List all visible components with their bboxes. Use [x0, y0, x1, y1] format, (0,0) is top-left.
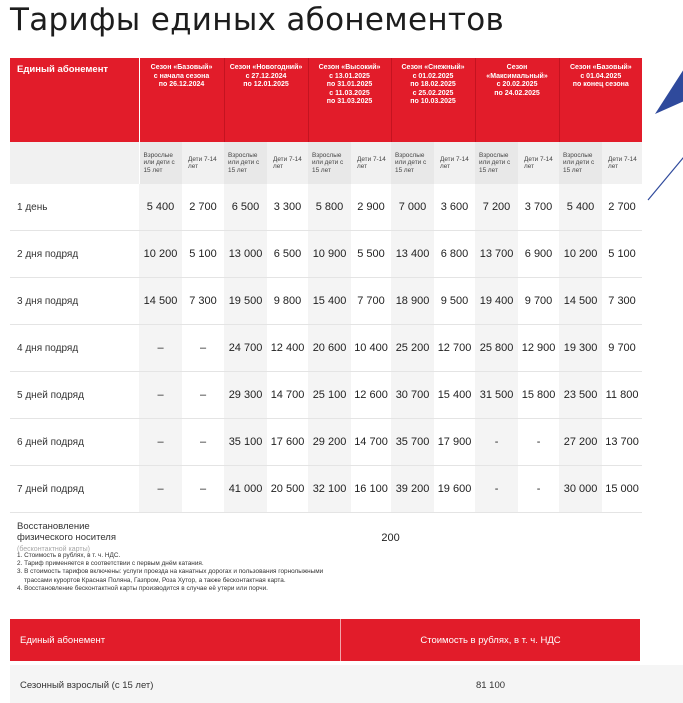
- price-cell: 13 700: [602, 419, 642, 466]
- subheader-adult: Взрослые или дети с 15 лет: [139, 142, 182, 184]
- price-cell: 14 500: [139, 278, 182, 325]
- price-cell: 12 900: [518, 325, 559, 372]
- season-pass-col-price: Стоимость в рублях, в т. ч. НДС: [420, 635, 561, 646]
- season-pass-col-label: Единый абонемент: [20, 635, 106, 646]
- price-cell: 25 200: [391, 325, 434, 372]
- price-cell: –: [139, 325, 182, 372]
- footnote: 1. Стоимость в рублях, в т. ч. НДС.: [17, 552, 121, 559]
- price-cell: 2 700: [602, 184, 642, 231]
- price-cell: 25 800: [475, 325, 518, 372]
- season-pass-row: [10, 665, 683, 703]
- price-cell: –: [182, 419, 224, 466]
- price-cell: 5 400: [559, 184, 602, 231]
- footnote: 4. Восстановление бесконтактной карты производится в случае её утери или порчи.: [17, 584, 268, 592]
- price-cell: 15 000: [602, 466, 642, 513]
- row-label: 7 дней подряд: [10, 466, 139, 513]
- price-cell: 7 200: [475, 184, 518, 231]
- price-cell: 10 900: [308, 231, 351, 278]
- price-cell: 29 200: [308, 419, 351, 466]
- subheader-child: Дети 7-14 лет: [267, 142, 308, 184]
- footnote: трассами курортов Красная Поляна, Газпром, Роза Хутор, а также бесконтактная карта.: [24, 576, 286, 584]
- decorative-stripe-icon: [651, 58, 683, 114]
- table-row: [10, 184, 642, 231]
- price-cell: –: [182, 325, 224, 372]
- price-cell: 23 500: [559, 372, 602, 419]
- price-cell: 3 600: [434, 184, 475, 231]
- price-cell: 19 600: [434, 466, 475, 513]
- price-cell: 19 400: [475, 278, 518, 325]
- price-cell: 20 500: [267, 466, 308, 513]
- price-cell: 12 600: [351, 372, 391, 419]
- price-cell: 16 100: [351, 466, 391, 513]
- price-cell: 41 000: [224, 466, 267, 513]
- price-cell: 27 200: [559, 419, 602, 466]
- subheader-spacer: [10, 142, 139, 184]
- price-cell: 17 600: [267, 419, 308, 466]
- price-cell: 5 800: [308, 184, 351, 231]
- price-cell: -: [518, 466, 559, 513]
- row-label: 1 день: [10, 184, 139, 231]
- subheader-adult: Взрослые или дети с 15 лет: [559, 142, 602, 184]
- row-label: 4 дня подряд: [10, 325, 139, 372]
- price-cell: 5 500: [351, 231, 391, 278]
- price-cell: 17 900: [434, 419, 475, 466]
- decorative-line-icon: [640, 150, 683, 210]
- price-cell: 13 700: [475, 231, 518, 278]
- table-row: [10, 466, 642, 513]
- subheader-adult: Взрослые или дети с 15 лет: [308, 142, 351, 184]
- row-label: 3 дня подряд: [10, 278, 139, 325]
- price-cell: –: [139, 466, 182, 513]
- subheader-adult: Взрослые или дети с 15 лет: [224, 142, 267, 184]
- season-header: Сезон «Высокий» с 13.01.2025 по 31.01.2025 с 11.03.2025 по 31.03.2025: [308, 58, 391, 142]
- price-cell: 19 500: [224, 278, 267, 325]
- price-cell: –: [139, 372, 182, 419]
- restore-label: Восстановление физического носителя (бесконтактной карты): [17, 521, 116, 553]
- season-pass-label: Сезонный взрослый (с 15 лет): [20, 680, 154, 691]
- row-label: 6 дней подряд: [10, 419, 139, 466]
- price-cell: 39 200: [391, 466, 434, 513]
- price-cell: 9 700: [518, 278, 559, 325]
- price-cell: 6 500: [267, 231, 308, 278]
- price-cell: 10 200: [559, 231, 602, 278]
- subheader-child: Дети 7-14 лет: [182, 142, 224, 184]
- season-pass-price: 81 100: [475, 680, 506, 691]
- price-cell: 35 100: [224, 419, 267, 466]
- row-label: 2 дня подряд: [10, 231, 139, 278]
- price-cell: 12 700: [434, 325, 475, 372]
- price-cell: 25 100: [308, 372, 351, 419]
- price-cell: 19 300: [559, 325, 602, 372]
- price-cell: 5 100: [182, 231, 224, 278]
- table-row: [10, 419, 642, 466]
- price-cell: 9 500: [434, 278, 475, 325]
- footnote: 3. В стоимость тарифов включены: услуги проезда на канатных дорогах и пользования горнолыжными: [17, 568, 324, 576]
- price-cell: -: [475, 419, 518, 466]
- season-pass-header: [10, 619, 640, 661]
- price-cell: 32 100: [308, 466, 351, 513]
- price-cell: 6 500: [224, 184, 267, 231]
- price-cell: 12 400: [267, 325, 308, 372]
- price-cell: 13 400: [391, 231, 434, 278]
- price-cell: 2 900: [351, 184, 391, 231]
- table-header-label: Единый абонемент: [10, 58, 139, 142]
- price-cell: 20 600: [308, 325, 351, 372]
- table-row: [10, 278, 642, 325]
- price-cell: 24 700: [224, 325, 267, 372]
- price-cell: –: [182, 466, 224, 513]
- price-cell: -: [518, 419, 559, 466]
- season-header: Сезон «Новогодний» с 27.12.2024 по 12.01.2025: [224, 58, 308, 142]
- price-cell: 5 400: [139, 184, 182, 231]
- price-cell: 7 000: [391, 184, 434, 231]
- price-cell: 18 900: [391, 278, 434, 325]
- tariff-table: [10, 58, 642, 563]
- table-row: [10, 325, 642, 372]
- price-cell: 7 700: [351, 278, 391, 325]
- price-cell: -: [475, 466, 518, 513]
- subheader-adult: Взрослые или дети с 15 лет: [391, 142, 434, 184]
- price-cell: 10 200: [139, 231, 182, 278]
- price-cell: 3 300: [267, 184, 308, 231]
- price-cell: 9 700: [602, 325, 642, 372]
- subheader-child: Дети 7-14 лет: [518, 142, 559, 184]
- price-cell: 14 700: [267, 372, 308, 419]
- price-cell: 6 800: [434, 231, 475, 278]
- subheader-child: Дети 7-14 лет: [351, 142, 391, 184]
- price-cell: 30 000: [559, 466, 602, 513]
- footnote: 2. Тариф применяется в соответствии с первым днём катания.: [17, 560, 204, 568]
- subheader-child: Дети 7-14 лет: [602, 142, 642, 184]
- page-title: Тарифы единых абонементов: [10, 2, 505, 38]
- price-cell: –: [139, 419, 182, 466]
- season-header: Сезон «Базовый» с начала сезона по 26.12.2024: [139, 58, 224, 142]
- price-cell: 10 400: [351, 325, 391, 372]
- price-cell: 5 100: [602, 231, 642, 278]
- price-cell: 7 300: [602, 278, 642, 325]
- subheader-child: Дети 7-14 лет: [434, 142, 475, 184]
- season-header: Сезон «Снежный» с 01.02.2025 по 18.02.2025 с 25.02.2025 по 10.03.2025: [391, 58, 475, 142]
- restore-price: 200: [381, 532, 400, 544]
- price-cell: 13 000: [224, 231, 267, 278]
- price-cell: 15 400: [308, 278, 351, 325]
- price-cell: 35 700: [391, 419, 434, 466]
- season-header: Сезон «Базовый» с 01.04.2025 по конец сезона: [559, 58, 642, 142]
- price-cell: –: [182, 372, 224, 419]
- price-cell: 7 300: [182, 278, 224, 325]
- price-cell: 31 500: [475, 372, 518, 419]
- price-cell: 3 700: [518, 184, 559, 231]
- table-row: [10, 372, 642, 419]
- subheader-adult: Взрослые или дети с 15 лет: [475, 142, 518, 184]
- price-cell: 6 900: [518, 231, 559, 278]
- price-cell: 30 700: [391, 372, 434, 419]
- price-cell: 29 300: [224, 372, 267, 419]
- price-cell: 14 500: [559, 278, 602, 325]
- row-label: 5 дней подряд: [10, 372, 139, 419]
- price-cell: 9 800: [267, 278, 308, 325]
- price-cell: 14 700: [351, 419, 391, 466]
- footnotes: [17, 552, 637, 593]
- price-cell: 11 800: [602, 372, 642, 419]
- season-header: Сезон «Максимальный» с 20.02.2025 по 24.02.2025: [475, 58, 559, 142]
- table-row: [10, 231, 642, 278]
- price-cell: 15 400: [434, 372, 475, 419]
- price-cell: 2 700: [182, 184, 224, 231]
- price-cell: 15 800: [518, 372, 559, 419]
